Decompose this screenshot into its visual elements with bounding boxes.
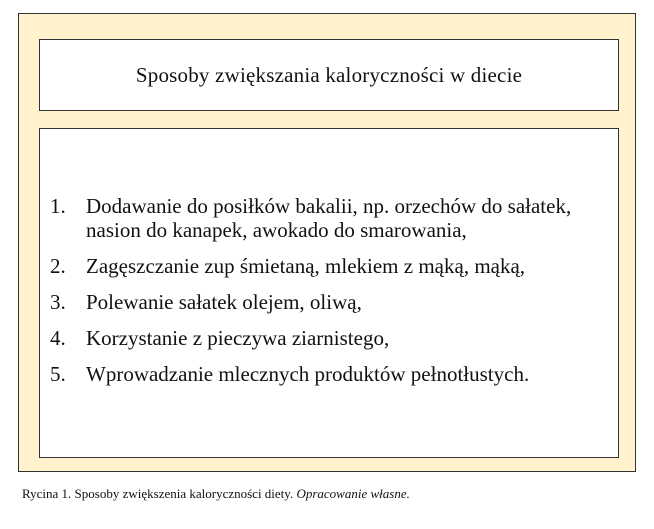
list-item bbox=[50, 362, 610, 386]
methods-box bbox=[39, 128, 619, 458]
caption-source: Opracowanie własne. bbox=[296, 486, 410, 501]
list-item-text: Dodawanie do posiłków bakalii, np. orzechów do sałatek, nasion do kanapek, awokado do smarowania, bbox=[86, 194, 572, 242]
list-item bbox=[50, 254, 610, 278]
list-item-text: Polewanie sałatek olejem, oliwą, bbox=[86, 290, 362, 314]
diagram-title: Sposoby zwiększania kaloryczności w diecie bbox=[135, 62, 523, 87]
methods-list bbox=[50, 194, 610, 398]
list-item-text: Korzystanie z pieczywa ziarnistego, bbox=[86, 326, 390, 350]
list-item-number: 5. bbox=[50, 362, 66, 386]
figure-caption bbox=[22, 486, 410, 502]
list-item bbox=[50, 194, 610, 242]
list-item-number: 4. bbox=[50, 326, 66, 350]
list-item bbox=[50, 326, 610, 350]
list-item-text: Zagęszczanie zup śmietaną, mlekiem z mąką, mąką, bbox=[86, 254, 526, 278]
list-item bbox=[50, 290, 610, 314]
list-item-number: 3. bbox=[50, 290, 66, 314]
list-item-text: Wprowadzanie mlecznych produktów pełnotłustych. bbox=[86, 362, 530, 386]
caption-label: Rycina 1. Sposoby zwiększenia kaloryczności diety. bbox=[22, 486, 294, 501]
list-item-number: 1. bbox=[50, 194, 66, 218]
diagram-title-box bbox=[39, 39, 619, 111]
list-item-number: 2. bbox=[50, 254, 66, 278]
diagram-panel bbox=[18, 13, 636, 472]
